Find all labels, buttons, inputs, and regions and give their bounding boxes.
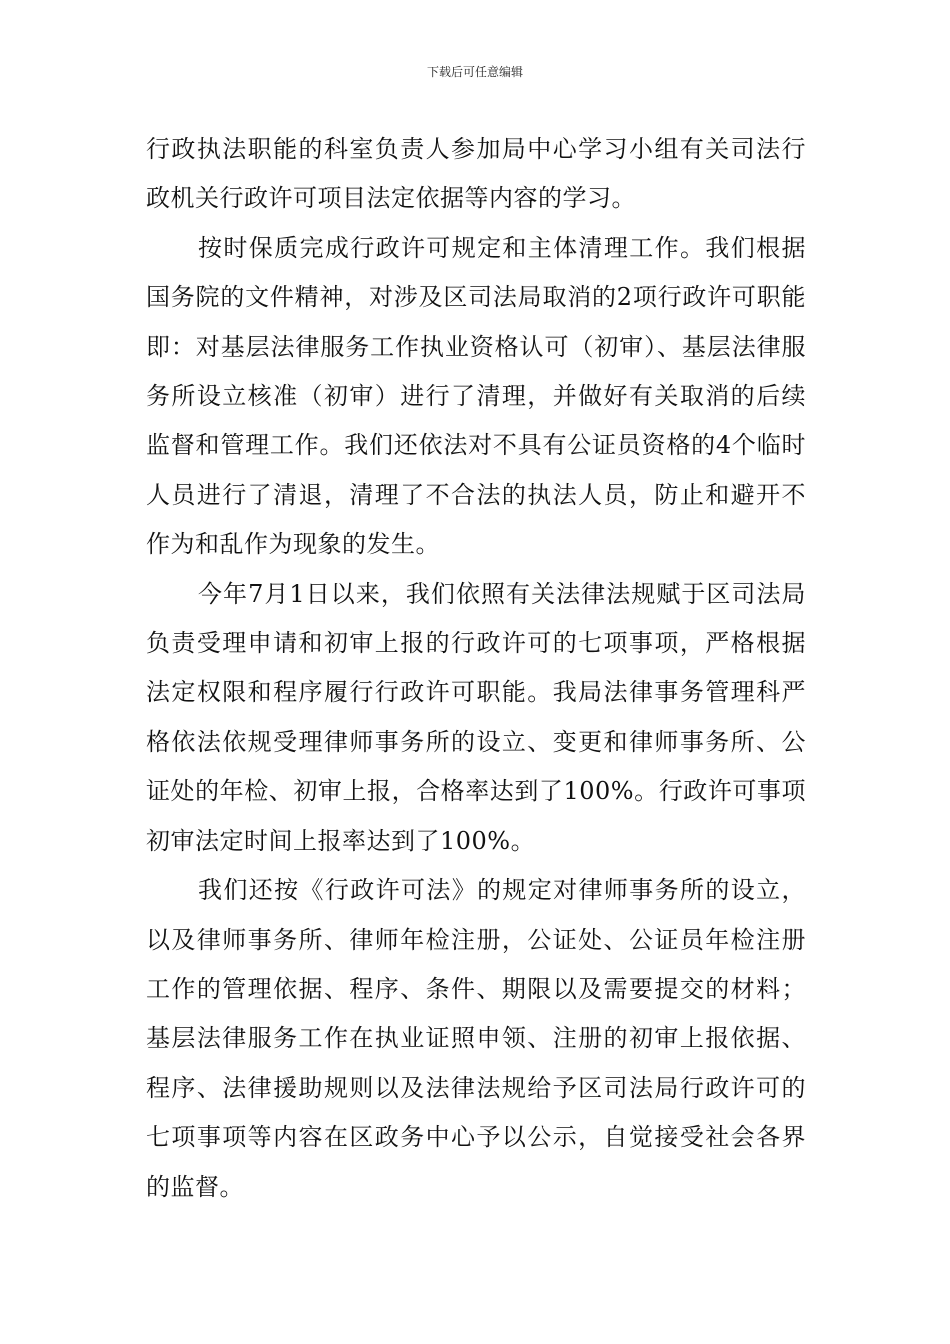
page-header: 下载后可任意编辑 [426, 65, 523, 79]
paragraph-permit-items: 今年7月1日以来，我们依照有关法律法规赋于区司法局负责受理申请和初审上报的行政许可的七项事项，严格根据法定权限和程序履行行政许可职能。我局法律事务管理科严格依法依规受理律师事务所的设立、变更和律师事务所、公证处的年检、初审上报，合格率达到了100%。行政许可事项初审法定时间上报率达到了100%。 [146, 579, 806, 855]
paragraph-continuation: 行政执法职能的科室负责人参加局中心学习小组有关司法行政机关行政许可项目法定依据等内容的学习。 [146, 135, 806, 213]
document-body [146, 125, 806, 1212]
paragraph-permit-cleanup: 按时保质完成行政许可规定和主体清理工作。我们根据国务院的文件精神，对涉及区司法局取消的2项行政许可职能即：对基层法律服务工作执业资格认可（初审）、基层法律服务所设立核准（初审）进行了清理，并做好有关取消的后续监督和管理工作。我们还依法对不具有公证员资格的4个临时人员进行了清退，清理了不合法的执法人员，防止和避开不作为和乱作为现象的发生。 [146, 233, 806, 559]
paragraph-public-notice: 我们还按《行政许可法》的规定对律师事务所的设立，以及律师事务所、律师年检注册，公证处、公证员年检注册工作的管理依据、程序、条件、期限以及需要提交的材料；基层法律服务工作在执业证照申领、注册的初审上报依据、程序、法律援助规则以及法律法规给予区司法局行政许可的七项事项等内容在区政务中心予以公示，自觉接受社会各界的监督。 [146, 876, 806, 1201]
